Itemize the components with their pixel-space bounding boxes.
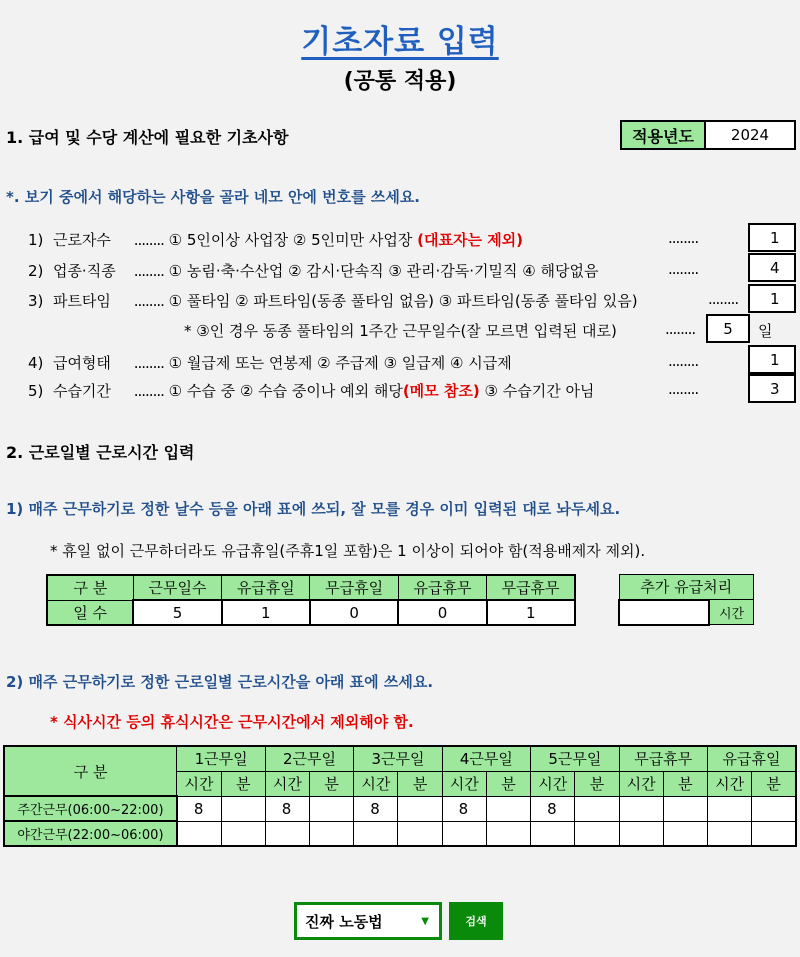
hours-sub-header: 분	[486, 771, 530, 796]
hours-cell-minute[interactable]	[221, 821, 265, 846]
section2-note2: * 식사시간 등의 휴식시간은 근무시간에서 제외해야 함.	[50, 713, 414, 731]
hours-col-header: 3근무일	[354, 746, 442, 771]
industry-input[interactable]: 4	[748, 253, 796, 282]
year-input[interactable]: 2024	[704, 120, 796, 150]
item-options-after: ③ 수습기간 아님	[479, 382, 595, 400]
hours-col-header: 5근무일	[531, 746, 619, 771]
item-note: (대표자는 제외)	[417, 231, 524, 249]
hours-row-day	[4, 796, 796, 821]
hours-sub-header: 시간	[265, 771, 309, 796]
extra-paid-input[interactable]	[619, 600, 709, 625]
days-cell-workdays[interactable]: 5	[133, 600, 221, 625]
dots: ........	[668, 352, 699, 370]
hours-col-header: 4근무일	[442, 746, 530, 771]
hours-cell-hour[interactable]	[531, 821, 575, 846]
dots: ........	[133, 262, 164, 280]
hours-cell-hour[interactable]: 8	[442, 796, 486, 821]
hours-col-header: 유급휴일	[707, 746, 796, 771]
paytype-input[interactable]: 1	[748, 345, 796, 374]
item-options: ① 수습 중 ② 수습 중이나 예외 해당	[168, 382, 403, 400]
days-cell-paid-holiday[interactable]: 1	[222, 600, 310, 625]
days-cell-unpaid-holiday[interactable]: 0	[310, 600, 398, 625]
item-number: 4)	[28, 354, 44, 372]
hours-col-header: 1근무일	[177, 746, 265, 771]
extra-paid-header: 추가 유급처리	[619, 575, 754, 600]
hours-sub-header: 시간	[707, 771, 751, 796]
item-label: 업종·직종	[52, 262, 116, 280]
hours-cell-hour[interactable]	[177, 821, 221, 846]
section1-instruction: *. 보기 중에서 해당하는 사항을 골라 네모 안에 번호를 쓰세요.	[6, 188, 421, 206]
hours-cell-minute[interactable]	[310, 821, 354, 846]
days-cell-paid-off[interactable]: 0	[398, 600, 486, 625]
hours-cell-hour[interactable]: 8	[265, 796, 309, 821]
item-options: ① 월급제 또는 연봉제 ② 주급제 ③ 일급제 ④ 시급제	[168, 354, 512, 372]
hours-cell-minute[interactable]	[752, 796, 796, 821]
item-parttime	[28, 290, 638, 311]
hours-row-label: 주간근무(06:00~22:00)	[4, 796, 177, 821]
section2-heading: 2. 근로일별 근로시간 입력	[6, 443, 195, 462]
days-cell-unpaid-off[interactable]: 1	[487, 600, 575, 625]
hours-sub-header: 시간	[442, 771, 486, 796]
dots: ........	[668, 260, 699, 278]
item-industry	[28, 260, 598, 281]
section2-note1: * 휴일 없이 근무하더라도 유급휴일(주휴1일 포함)은 1 이상이 되어야 함(적용배제자 제외).	[50, 542, 646, 560]
days-col-header: 유급휴무	[398, 575, 486, 600]
section2-sub2: 2) 매주 근무하기로 정한 근로일별 근로시간을 아래 표에 쓰세요.	[6, 673, 434, 691]
hours-cell-hour[interactable]	[619, 821, 663, 846]
hours-cell-hour[interactable]	[442, 821, 486, 846]
hours-cell-hour[interactable]	[707, 796, 751, 821]
hours-sub-header: 시간	[531, 771, 575, 796]
section2-sub1: 1) 매주 근무하기로 정한 날수 등을 아래 표에 쓰되, 잘 모를 경우 이미 입력된 대로 놔두세요.	[6, 500, 621, 518]
item-options: ① 농림·축·수산업 ② 감시·단속직 ③ 관리·감독·기밀직 ④ 해당없음	[168, 262, 599, 280]
hours-cell-hour[interactable]	[354, 821, 398, 846]
year-label: 적용년도	[620, 120, 706, 150]
dropdown-label: 진짜 노동법	[305, 912, 383, 931]
dots: ........	[133, 292, 164, 310]
hours-cell-minute[interactable]	[575, 821, 619, 846]
hours-cell-minute[interactable]	[575, 796, 619, 821]
hours-row-night	[4, 821, 796, 846]
item-paytype	[28, 352, 512, 373]
days-row-label: 일 수	[47, 600, 133, 625]
item-number: 2)	[28, 262, 44, 280]
item-label: 수습기간	[52, 382, 111, 400]
search-button[interactable]: 검색	[449, 902, 503, 940]
hours-cell-minute[interactable]	[310, 796, 354, 821]
days-col-header: 유급휴일	[222, 575, 310, 600]
item-number: 1)	[28, 231, 44, 249]
days-table	[46, 574, 576, 626]
hours-sub-header: 분	[575, 771, 619, 796]
hours-col-header: 무급휴무	[619, 746, 707, 771]
chevron-down-icon: ▼	[421, 915, 429, 927]
hours-cell-minute[interactable]	[663, 796, 707, 821]
item-options: ① 풀타임 ② 파트타임(동종 풀타임 없음) ③ 파트타임(동종 풀타임 있음)	[168, 292, 638, 310]
dots: ........	[665, 320, 696, 338]
item-probation	[28, 380, 594, 401]
hours-sub-header: 분	[221, 771, 265, 796]
hours-cell-minute[interactable]	[398, 796, 442, 821]
hours-cell-minute[interactable]	[486, 821, 530, 846]
hours-cell-hour[interactable]	[265, 821, 309, 846]
hours-cell-hour[interactable]: 8	[531, 796, 575, 821]
item-employees	[28, 229, 523, 250]
dots: ........	[668, 229, 699, 247]
item-label: 파트타임	[52, 292, 111, 310]
hours-cell-minute[interactable]	[663, 821, 707, 846]
hours-sub-header: 시간	[354, 771, 398, 796]
item-label: 근로자수	[52, 231, 111, 249]
item-number: 5)	[28, 382, 44, 400]
hours-sub-header: 분	[752, 771, 796, 796]
days-row-header: 구 분	[47, 575, 133, 600]
hours-sub-header: 시간	[177, 771, 221, 796]
dots: ........	[133, 231, 164, 249]
dots: ........	[668, 380, 699, 398]
law-dropdown[interactable]	[294, 902, 442, 940]
probation-input[interactable]: 3	[748, 374, 796, 403]
parttime-days-unit: 일	[758, 322, 773, 340]
dots: ........	[133, 382, 164, 400]
item-options: ① 5인이상 사업장 ② 5인미만 사업장	[168, 231, 418, 249]
days-col-header: 근무일수	[133, 575, 221, 600]
hours-col-header: 2근무일	[265, 746, 353, 771]
hours-sub-header: 분	[663, 771, 707, 796]
item-note: (메모 참조)	[402, 382, 480, 400]
days-col-header: 무급휴무	[487, 575, 575, 600]
hours-cell-hour[interactable]: 8	[177, 796, 221, 821]
hours-sub-header: 분	[310, 771, 354, 796]
hours-row-label: 야간근무(22:00~06:00)	[4, 821, 177, 846]
extra-paid-unit: 시간	[709, 600, 754, 625]
hours-sub-header: 시간	[619, 771, 663, 796]
section1-heading: 1. 급여 및 수당 계산에 필요한 기초사항	[6, 128, 289, 147]
hours-cell-minute[interactable]	[486, 796, 530, 821]
employees-input[interactable]: 1	[748, 223, 796, 252]
hours-cell-hour[interactable]	[707, 821, 751, 846]
hours-corner: 구 분	[4, 746, 177, 796]
parttime-note: * ③인 경우 동종 풀타임의 1주간 근무일수(잘 모르면 입력된 대로)	[184, 322, 617, 340]
page-title: 기초자료 입력	[301, 24, 499, 60]
hours-sub-header: 분	[398, 771, 442, 796]
days-col-header: 무급휴일	[310, 575, 398, 600]
item-number: 3)	[28, 292, 44, 310]
hours-cell-minute[interactable]	[221, 796, 265, 821]
hours-cell-minute[interactable]	[398, 821, 442, 846]
dots: ........	[133, 354, 164, 372]
extra-paid-table	[618, 574, 754, 626]
hours-cell-hour[interactable]: 8	[354, 796, 398, 821]
item-label: 급여형태	[52, 354, 111, 372]
parttime-input[interactable]: 1	[748, 284, 796, 313]
hours-cell-hour[interactable]	[619, 796, 663, 821]
parttime-days-input[interactable]: 5	[706, 314, 750, 343]
dots: ........	[708, 290, 739, 308]
page-subtitle: (공통 적용)	[343, 69, 457, 94]
hours-table	[3, 745, 797, 847]
hours-cell-minute[interactable]	[752, 821, 796, 846]
